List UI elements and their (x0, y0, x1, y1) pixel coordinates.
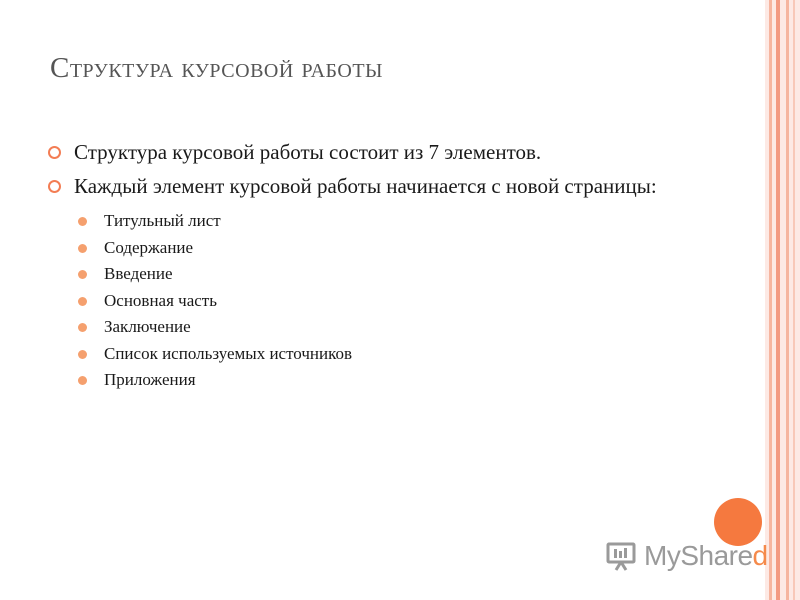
sub-bullet-text: Титульный лист (104, 211, 221, 230)
sub-bullet-item (48, 341, 728, 368)
logo-text-accent: d (752, 540, 768, 571)
dot-bullet-icon (78, 217, 87, 226)
myshared-logo (606, 538, 768, 574)
border-stripe (769, 0, 772, 600)
sub-bullet-item (48, 235, 728, 262)
sub-bullet-item (48, 261, 728, 288)
bullet-text: Структура курсовой работы состоит из 7 элементов. (74, 140, 542, 164)
border-stripe (786, 0, 789, 600)
dot-bullet-icon (78, 323, 87, 332)
slide-title: Структура курсовой работы (50, 52, 384, 84)
dot-bullet-icon (78, 297, 87, 306)
slide-content (48, 140, 728, 394)
ring-bullet-icon (48, 180, 61, 193)
sub-bullet-text: Заключение (104, 317, 191, 336)
projector-screen-icon (606, 540, 640, 572)
bullet-text: Каждый элемент курсовой работы начинается с новой страницы: (74, 174, 657, 198)
ring-bullet-icon (48, 146, 61, 159)
sub-bullet-text: Основная часть (104, 290, 217, 310)
sub-bullet-text: Содержание (104, 237, 194, 257)
sub-bullet-text: Список используемых источников (104, 343, 353, 363)
sub-bullet-text: Приложения (104, 370, 196, 389)
bullet-item (48, 140, 728, 164)
sub-bullet-list (48, 208, 728, 394)
sub-bullet-item (48, 288, 728, 315)
border-stripe (793, 0, 795, 600)
sub-bullet-text: Введение (104, 264, 173, 283)
dot-bullet-icon (78, 244, 87, 253)
border-stripe (776, 0, 780, 600)
logo-text: MyShare (644, 540, 753, 571)
sub-bullet-item (48, 208, 728, 235)
bullet-item (48, 174, 728, 198)
dot-bullet-icon (78, 350, 87, 359)
dot-bullet-icon (78, 376, 87, 385)
dot-bullet-icon (78, 270, 87, 279)
sub-bullet-item (48, 367, 728, 394)
sub-bullet-item (48, 314, 728, 341)
